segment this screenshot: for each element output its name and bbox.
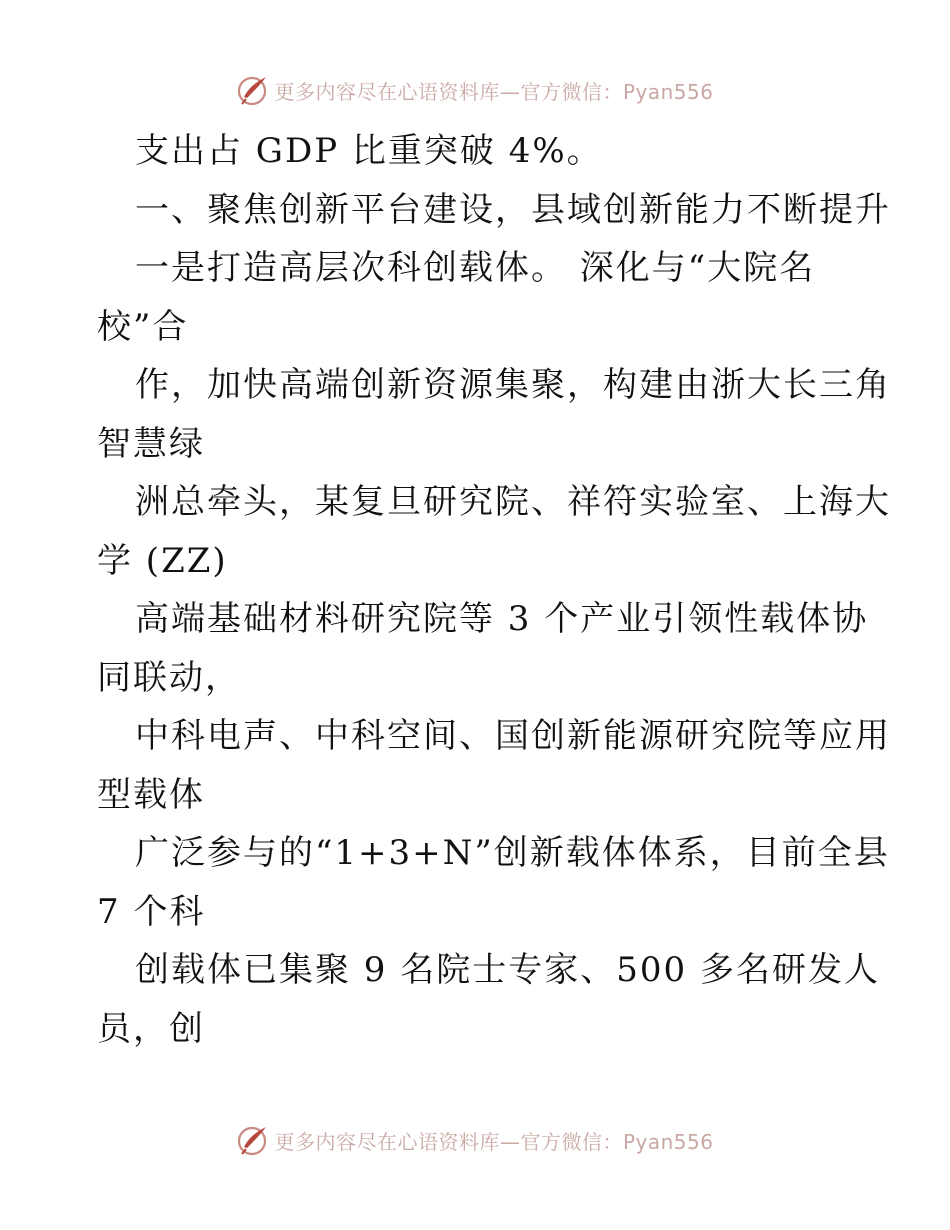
body-line: 学 (ZZ) — [97, 540, 228, 581]
watermark-text: 更多内容尽在心语资料库—官方微信：Pyan556 — [274, 79, 714, 104]
body-line: 型载体 — [97, 774, 205, 815]
quill-logo-icon — [236, 73, 270, 107]
document-body — [97, 122, 891, 1058]
body-line: 员，创 — [97, 1008, 205, 1049]
body-line: 同联动， — [97, 657, 241, 698]
header-watermark — [0, 70, 950, 110]
body-line: 7 个科 — [97, 891, 206, 932]
body-line: 支出占 GDP 比重突破 4%。 — [135, 131, 603, 171]
watermark-text: 更多内容尽在心语资料库—官方微信：Pyan556 — [274, 1129, 714, 1154]
body-line: 中科电声、中科空间、国创新能源研究院等应用 — [135, 716, 891, 756]
body-line: 智慧绿 — [97, 423, 205, 464]
body-line: 洲总牵头，某复旦研究院、祥符实验室、上海大 — [135, 482, 891, 522]
body-line: 校”合 — [97, 306, 189, 347]
body-line: 广泛参与的“1+3+N”创新载体体系，目前全县 — [135, 833, 890, 873]
body-line: 一是打造高层次科创载体。 深化与“大院名 — [135, 248, 816, 288]
quill-logo-icon — [236, 1123, 270, 1157]
footer-watermark — [0, 1120, 950, 1160]
body-line: 作，加快高端创新资源集聚，构建由浙大长三角 — [135, 365, 891, 405]
body-line: 高端基础材料研究院等 3 个产业引领性载体协 — [135, 599, 869, 639]
body-line: 创载体已集聚 9 名院士专家、500 多名研发人 — [135, 950, 880, 990]
body-line: 一、聚焦创新平台建设，县域创新能力不断提升 — [135, 189, 891, 230]
